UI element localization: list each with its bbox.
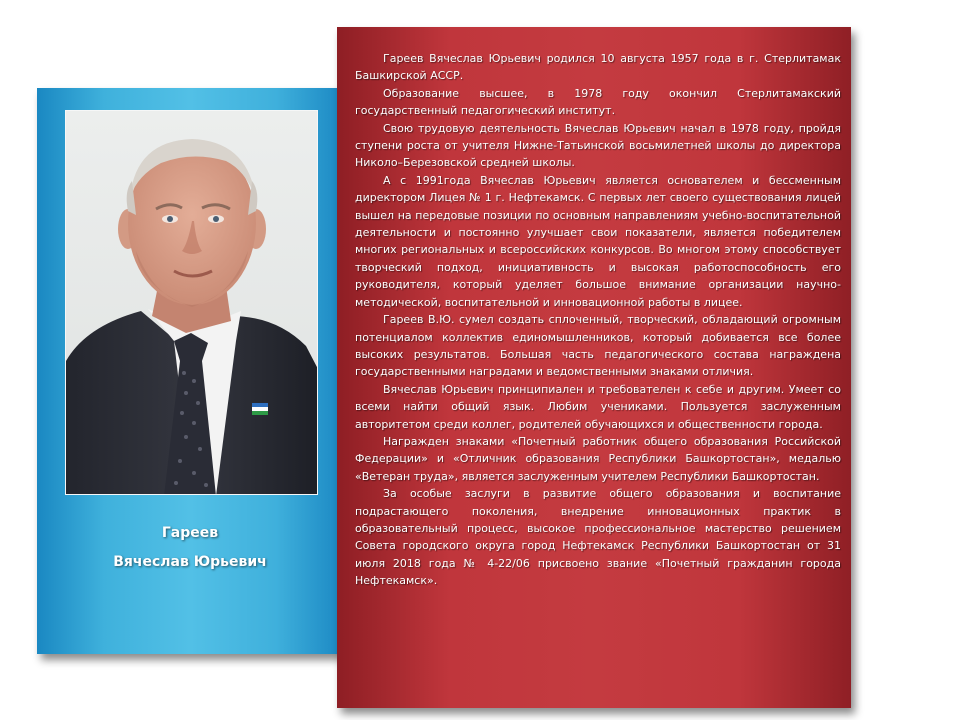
- bio-paragraph: Вячеслав Юрьевич принципиален и требователен к себе и другим. Умеет со всеми найти общий язык. Любим учениками. Пользуется заслуженным авторитетом среди коллег, родителей обучающихся и общественности города.: [355, 382, 841, 431]
- bio-paragraph: Гареев В.Ю. сумел создать сплоченный, творческий, обладающий огромным потенциалом коллектив единомышленников, который добивается все более высоких результатов. Большая часть педагогического состава награждена государственными наградами и ведомственными знаками отличия.: [355, 313, 841, 379]
- bio-paragraph: Награжден знаками «Почетный работник общего образования Российской Федерации» и «Отличник образования Республики Башкортостан», медалью «Ветеран труда», является заслуженным учителем Республики Башкортостан.: [355, 434, 841, 483]
- portrait-illustration: [66, 111, 318, 495]
- portrait-photo: [65, 110, 318, 495]
- person-given-names: Вячеслав Юрьевич: [113, 554, 267, 570]
- profile-card: [37, 88, 343, 654]
- bio-paragraph: Свою трудовую деятельность Вячеслав Юрьевич начал в 1978 году, пройдя ступени роста от учителя Нижне-Татьинской восьмилетней школы до директора Николо–Березовской средней школы.: [355, 121, 841, 170]
- bio-paragraph: Образование высшее, в 1978 году окончил Стерлитамакский государственный педагогический институт.: [355, 86, 841, 118]
- biography-panel: [337, 27, 851, 708]
- bio-paragraph: Гареев Вячеслав Юрьевич родился 10 августа 1957 года в г. Стерлитамак Башкирской АССР.: [355, 52, 841, 83]
- biography-text: [355, 50, 841, 590]
- person-surname: Гареев: [161, 525, 219, 541]
- bio-paragraph: А с 1991года Вячеслав Юрьевич является основателем и бессменным директором Лицея № 1 г. Нефтекамск. С первых лет своего существования лицей вышел на передовые позиции по основным направлениям учебно-воспитательной деятельности и постоянно улучшает свои показатели, является победителем многих региональных и всероссийских конкурсов. Во многом этому способствует творческий подход, инициативность и высокая работоспособность его руководителя, который уделяет большое внимание организации научно-методической, воспитательной и инновационной работы в лицее.: [355, 173, 841, 309]
- bio-paragraph: За особые заслуги в развитие общего образования и воспитание подрастающего поколения, внедрение инновационных практик в образовательный процесс, высокое профессиональное мастерство решением Совета городского округа город Нефтекамск Республики Башкортостан от 31 июля 2018 года № 4-22/06 присвоено звание «Почетный гражданин города Нефтекамск».: [355, 487, 841, 588]
